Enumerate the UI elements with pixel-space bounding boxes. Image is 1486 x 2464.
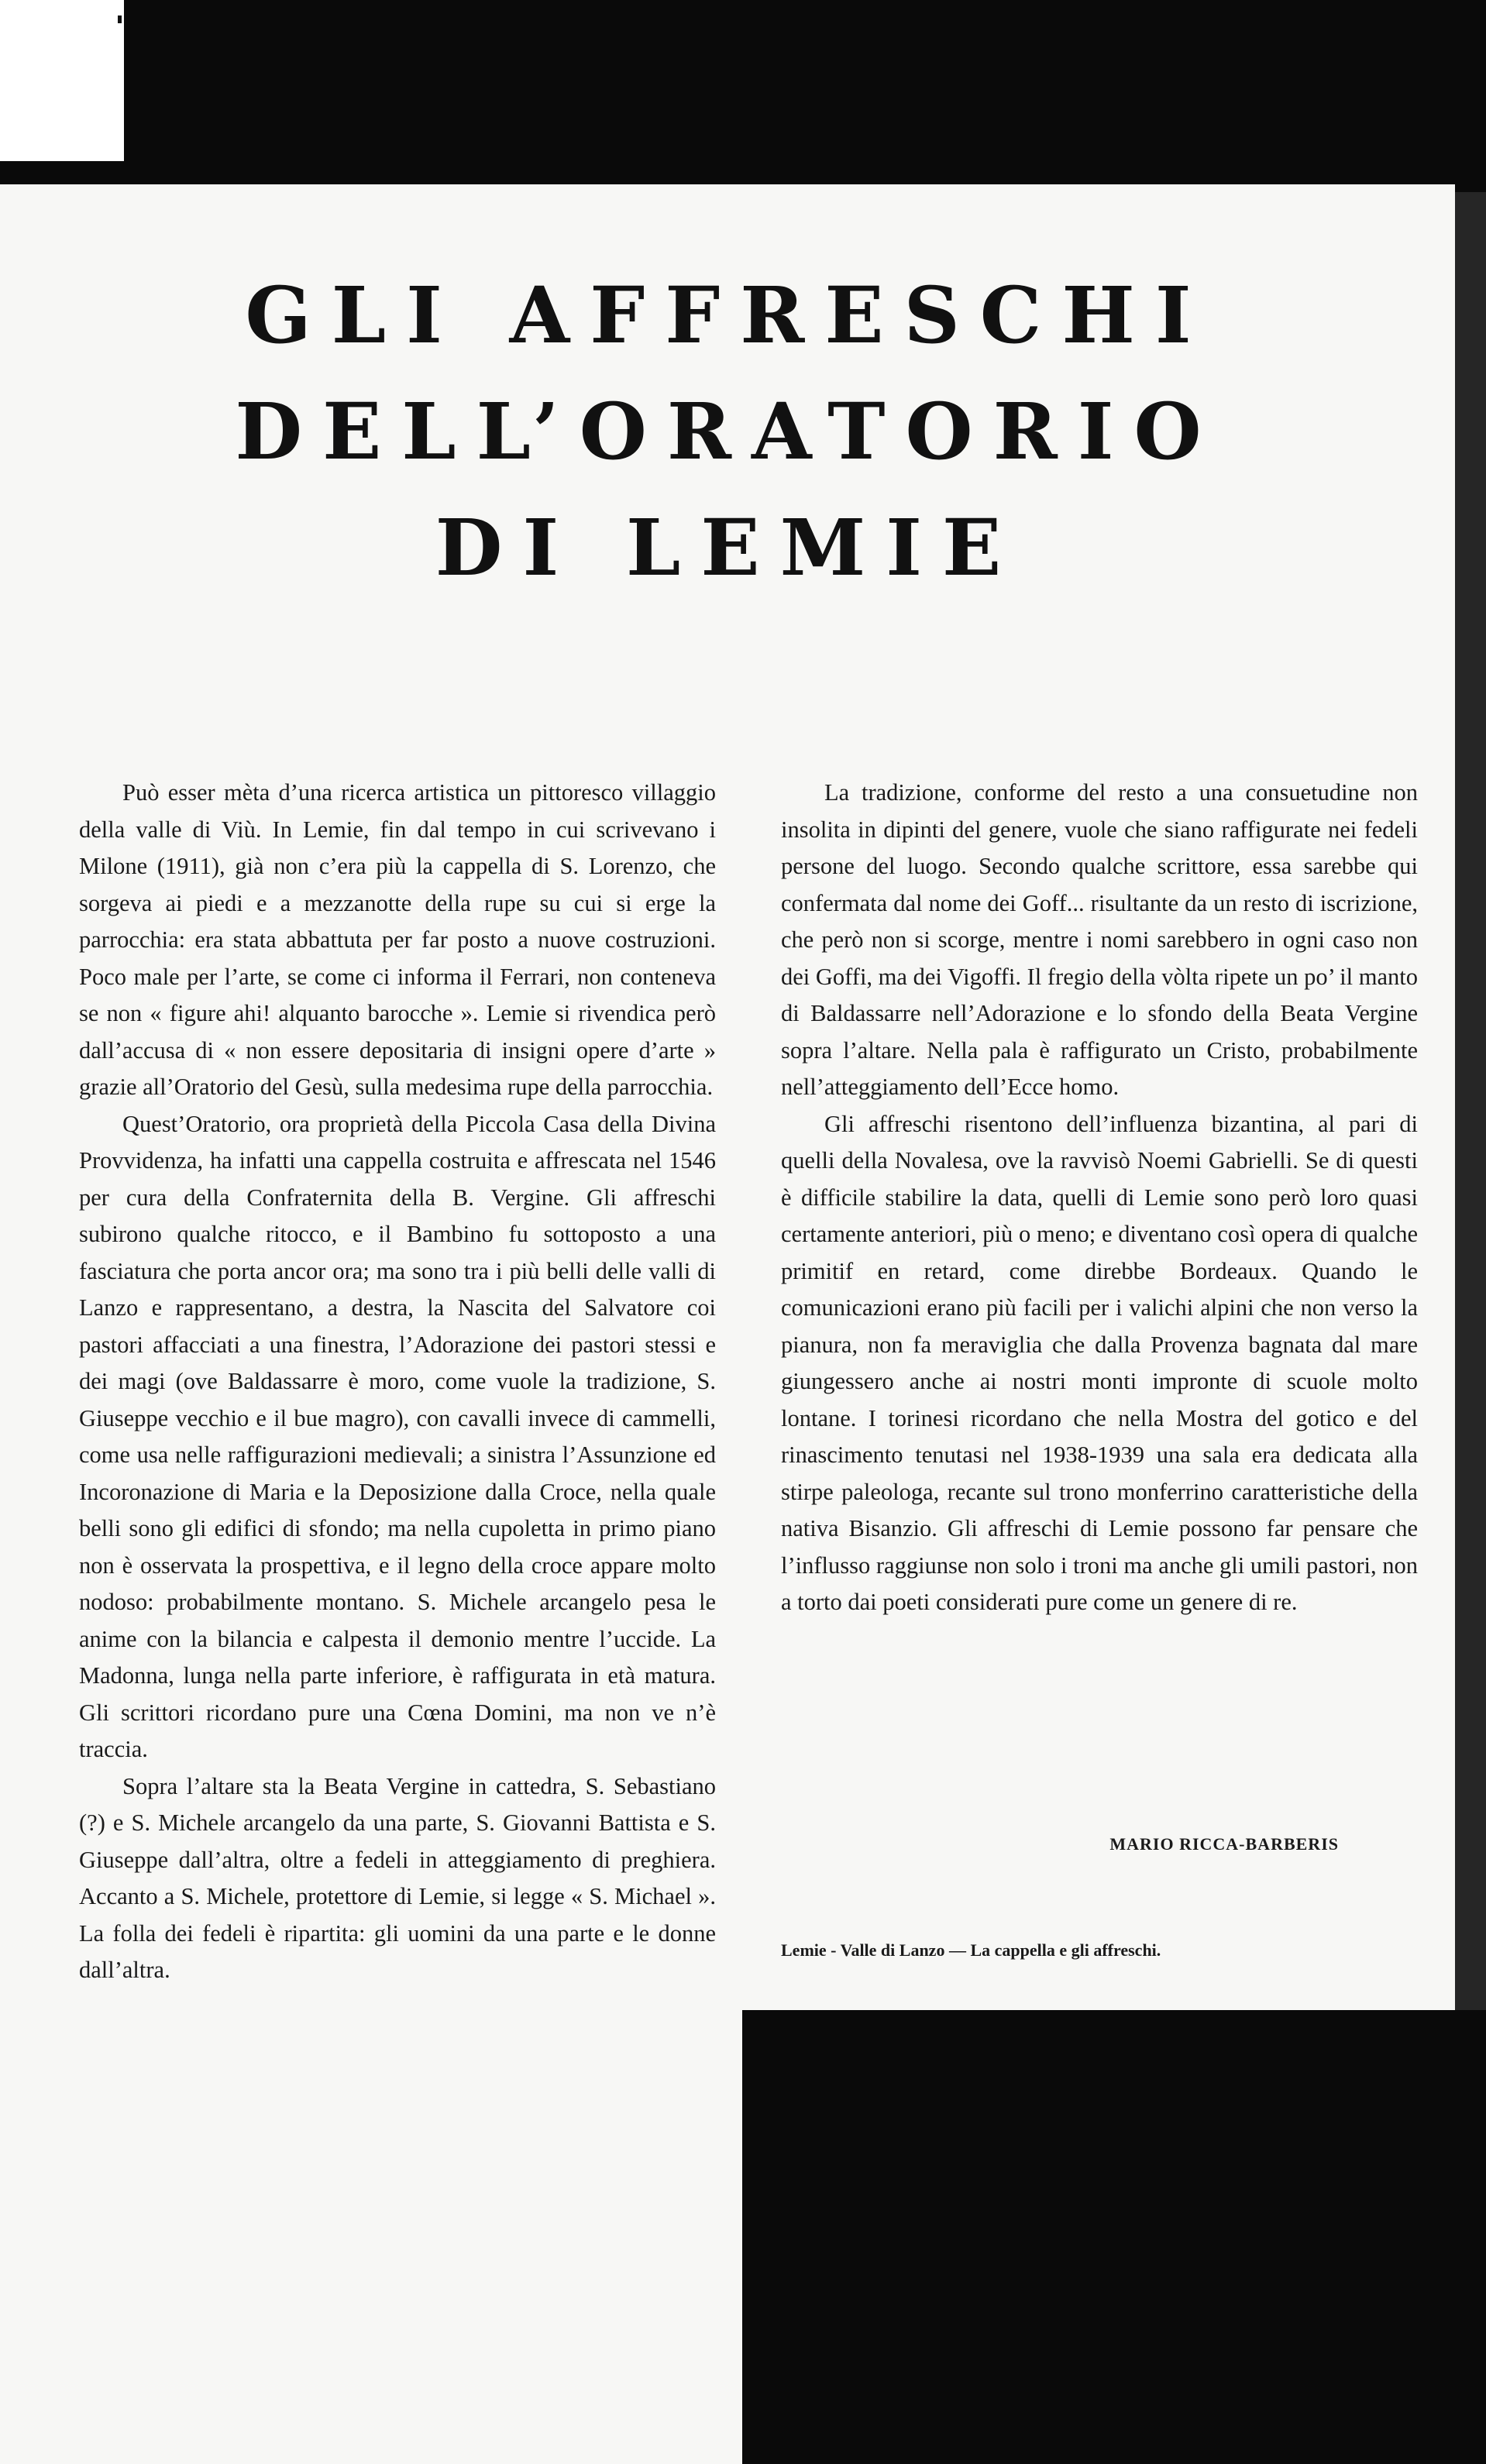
page-mark — [118, 15, 122, 23]
title-line-3: DI LEMIE — [435, 502, 1022, 593]
paragraph: Gli affreschi risentono dell’influenza bizantina, al pari di quelli della Novalesa, ove la ravvisò Noemi Gabrielli. Se di questi è difficile stabilire la data, quelli di Lemie sono però loro quasi certamente anteriori, più o meno; e diventano così opera di qualche primitif en retard, come direbbe Bordeaux. Quando le comunicazioni erano più facili per i valichi alpini che non verso la pianura, non fa meraviglia che dalla Provenza bagnata dal mare giungessero anche ai nostri monti impronte di scuole molto lontane. I torinesi ricordano che nella Mostra del gotico e del rinascimento tenutasi nel 1938-1939 una sala era dedicata alla stirpe paleologa, recante sul trono monferrino caratteristiche della nativa Bisanzio. Gli affreschi di Lemie possono far pensare che l’influsso raggiunse non solo i troni ma anche gli umili pastori, non a torto dai poeti considerati pure come un genere di re. — [781, 1110, 1418, 1615]
title-line-1: GLI AFFRESCHI — [245, 270, 1212, 361]
photo-caption: Lemie - Valle di Lanzo — La cappella e gli affreschi. — [781, 1940, 1161, 1960]
paragraph: Sopra l’altare sta la Beata Vergine in cattedra, S. Sebastiano (?) e S. Michele arcangelo da una parte, S. Giovanni Battista e S. Giuseppe dall’altra, oltre a fedeli in atteggiamento di preghiera. Accanto a S. Michele, protettore di Lemie, si legge « S. Michael ». La folla dei fedeli è ripartita: gli uomini da una parte e le donne dall’altra. — [79, 1772, 716, 1983]
article-title — [0, 257, 1457, 606]
paragraph: Può esser mèta d’una ricerca artistica un pittoresco villaggio della valle di Viù. In Lemie, fin dal tempo in cui scrivevano i Milone (1911), già non c’era più la cappella di S. Lorenzo, che sorgeva ai piedi e a mezzanotte della rupe su cui si erge la parrocchia: era stata abbattuta per far posto a nuove costruzioni. Poco male per l’arte, se come ci informa il Ferrari, non conteneva se non « figure ahi! alquanto barocche ». Lemie si rivendica però dall’accusa di « non essere depositaria di insigni opere d’arte » grazie all’Oratorio del Gesù, sulla medesima rupe della parrocchia. — [79, 779, 716, 1100]
author-signature: MARIO RICCA-BARBERIS — [1109, 1834, 1339, 1854]
top-black-band — [124, 0, 1486, 192]
left-column — [79, 775, 716, 1989]
title-line-2: DELL’ORATORIO — [235, 386, 1222, 477]
photo-area — [742, 2010, 1486, 2464]
paragraph: La tradizione, conforme del resto a una consuetudine non insolita in dipinti del genere, vuole che siano raffigurate nei fedeli persone del luogo. Secondo qualche scrittore, essa sarebbe qui confermata dal nome dei Goff... risultante da un resto di iscrizione, che però non si scorge, mentre i nomi sarebbero in ogni caso non dei Goffi, ma dei Vigoffi. Il fregio della vòlta ripete un po’ il manto di Baldassarre nell’Adorazione e lo sfondo della Beata Vergine sopra l’altare. Nella pala è raffigurato un Cristo, probabilmente nell’atteggiamento dell’Ecce homo. — [781, 779, 1418, 1100]
right-column — [781, 775, 1418, 1621]
paragraph: Quest’Oratorio, ora proprietà della Piccola Casa della Divina Provvidenza, ha infatti una cappella costruita e affrescata nel 1546 per cura della Confraternita della B. Vergine. Gli affreschi subirono qualche ritocco, e il Bambino fu sottoposto a una fasciatura che porta ancor ora; ma sono tra i più belli delle valli di Lanzo e rappresentano, a destra, la Nascita del Salvatore coi pastori affacciati a una finestra, l’Adorazione dei pastori stessi e dei magi (ove Baldassarre è moro, come vuole la tradizione, S. Giuseppe vecchio e il bue magro), con cavalli invece di cammelli, come usa nelle raffigurazioni medievali; a sinistra l’Assunzione ed Incoronazione di Maria e la Deposizione dalla Croce, nella quale belli sono gli edifici di sfondo; ma nella cupoletta in primo piano non è osservata la prospettiva, e il legno della croce appare molto nodoso: probabilmente montano. S. Michele arcangelo pesa le anime con la bilancia e calpesta il demonio mentre l’uccide. La Madonna, lunga nella parte inferiore, è raffigurata in età matura. Gli scrittori ricordano pure una Cœna Domini, ma non ve n’è traccia. — [79, 1110, 716, 1762]
